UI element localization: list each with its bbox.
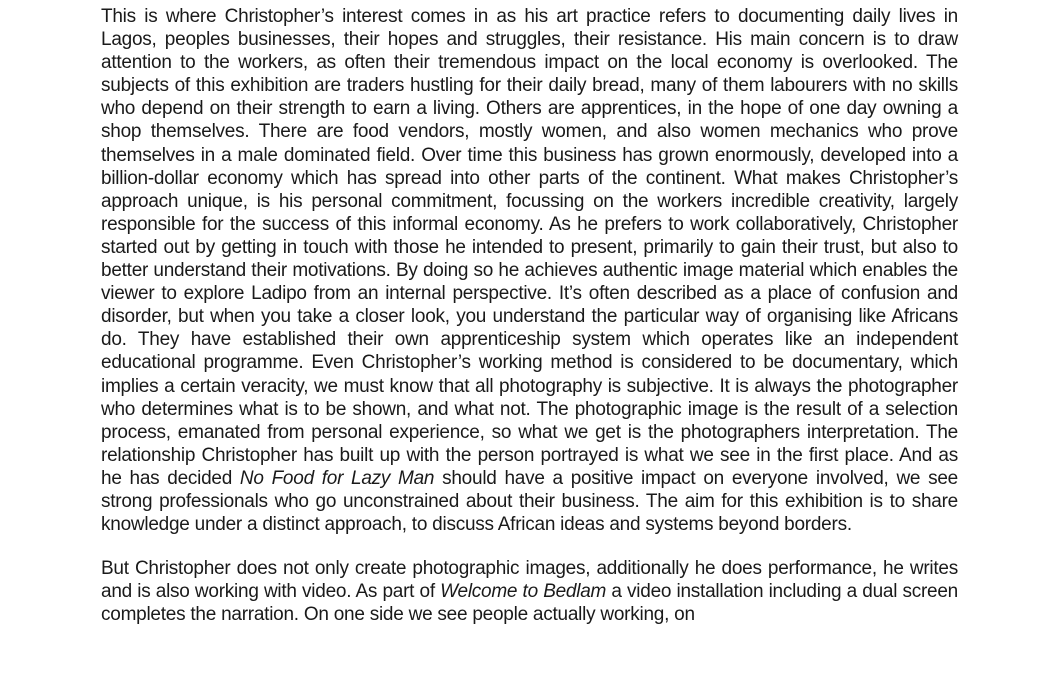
paragraph-2-text-a: But Christopher does not only create photographic images, additionally he does performance, he writes and is also working with video. As part of xyxy=(101,558,958,603)
paragraph-2-text-b: a video installation including a dual screen completes the narration. On one side we see people actually working, on xyxy=(101,581,959,626)
paragraph-1-text-b: should have a positive impact on everyone involved, we see strong professionals who go unconstrained about their business. The aim for this exhibition is to share knowledge under a distinct approach, to discuss African ideas and systems beyond borders. xyxy=(101,467,958,536)
paragraph-1 xyxy=(101,5,958,536)
paragraph-1-text-a: This is where Christopher’s interest comes in as his art practice refers to documenting daily lives in Lagos, peoples businesses, their hopes and struggles, their resistance. His main concern is to draw attention to the workers, as often their tremendous impact on the local economy is overlooked. The subjects of this exhibition are traders hustling for their daily bread, many of them labourers with no skills who depend on their strength to earn a living. Others are apprentices, in the hope of one day owning a shop themselves. There are food vendors, mostly women, and also women mechanics who prove themselves in a male dominated field. Over time this business has grown enormously, developed into a billion-dollar economy which has spread into other parts of the continent. What makes Christopher’s approach unique, is his personal commitment, focussing on the workers incredible creativity, largely responsible for the success of this informal economy. As he prefers to work collaboratively, Christopher started out by getting in touch with those he intended to present, primarily to gain their trust, but also to better understand their motivations. By doing so he achieves authentic image material which enables the viewer to explore Ladipo from an internal perspective. It’s often described as a place of confusion and disorder, but when you take a closer look, you understand the particular way of organising like Africans do. They have established their own apprenticeship system which operates like an independent educational programme. Even Christopher’s working method is considered to be documentary, which implies a certain veracity, we must know that all photography is subjective. It is always the photographer who determines what is to be shown, and what not. The photographic image is the result of a selection process, emanated from personal experience, so what we get is the photographers interpretation. The relationship Christopher has built up with the person portrayed is what we see in the first place. And as he has decided xyxy=(101,6,958,489)
title-no-food-for-lazy-man: No Food for Lazy Man xyxy=(239,467,435,489)
title-welcome-to-bedlam: Welcome to Bedlam xyxy=(440,581,607,603)
document-page xyxy=(101,5,958,626)
paragraph-2 xyxy=(101,557,958,626)
